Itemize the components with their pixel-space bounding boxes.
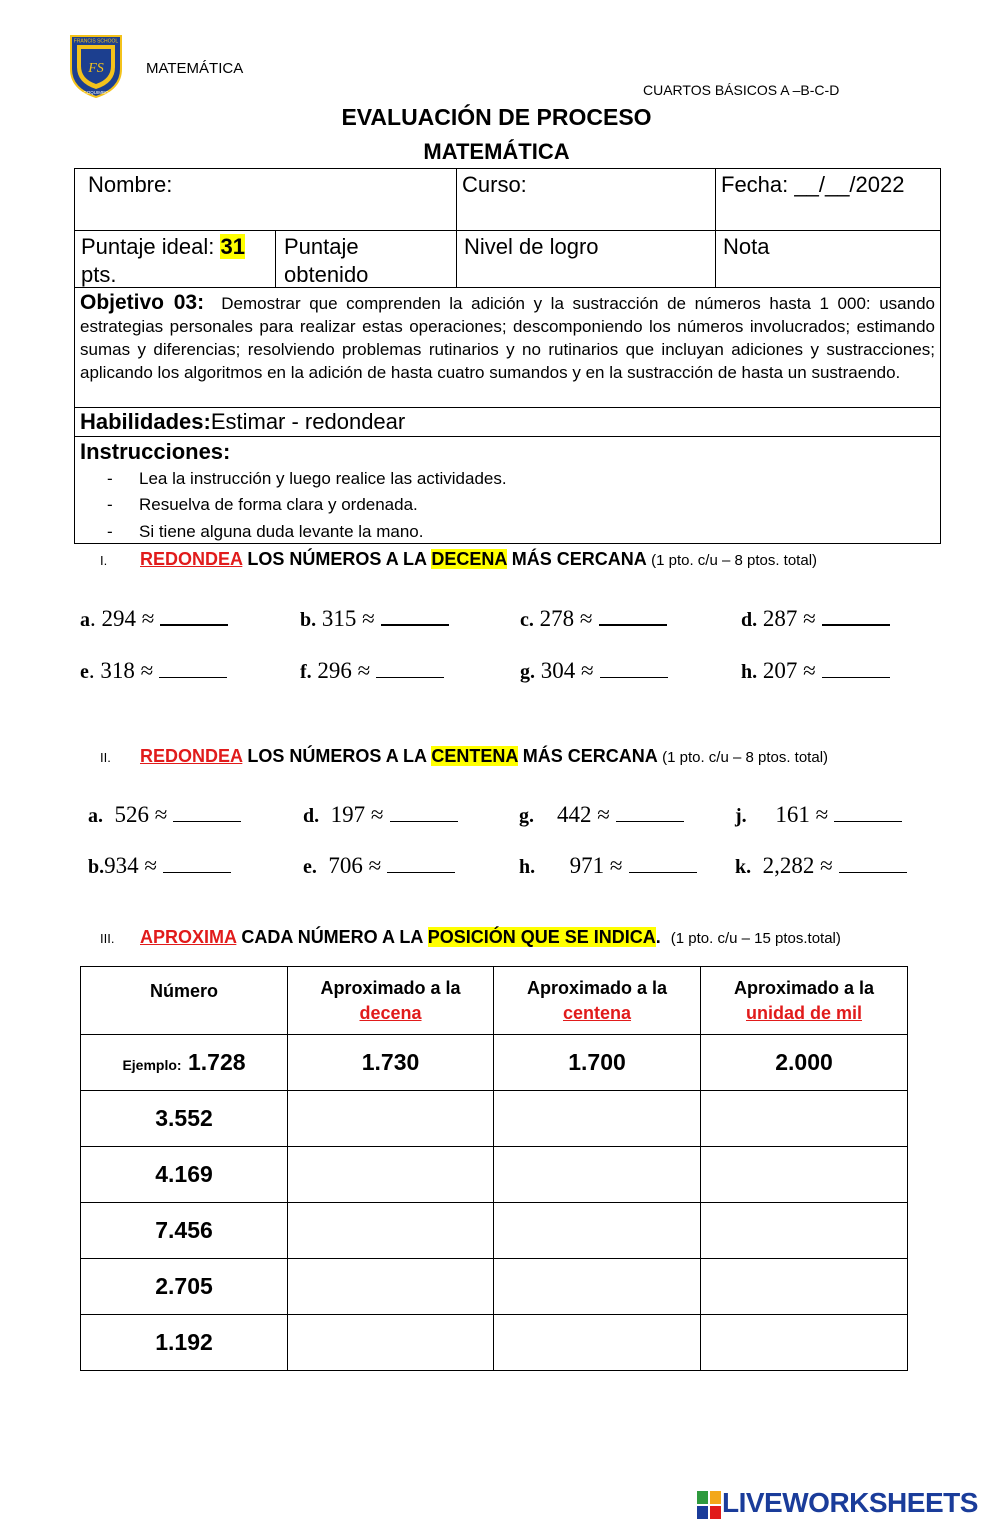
divider: [715, 169, 716, 288]
table-row: [81, 1315, 908, 1371]
round-item: f. 296 ≈: [300, 657, 444, 684]
approximation-table: [80, 966, 908, 1371]
example-hundreds: 1.700: [494, 1035, 701, 1091]
course-label: Curso:: [462, 172, 527, 197]
header-hundreds: Aproximado a la centena: [494, 967, 701, 1035]
answer-blank[interactable]: [822, 604, 890, 626]
answer-cell-hundreds[interactable]: [494, 1203, 701, 1259]
round-item: h. 207 ≈: [741, 657, 890, 684]
answer-cell-hundreds[interactable]: [494, 1091, 701, 1147]
round-item: g. 442 ≈: [519, 801, 684, 828]
grade-field[interactable]: [723, 233, 769, 261]
answer-blank[interactable]: [163, 852, 231, 873]
page-subtitle: MATEMÁTICA: [423, 139, 570, 164]
row-number: 4.169: [81, 1147, 288, 1203]
answer-cell-tens[interactable]: [288, 1203, 494, 1259]
page-title: EVALUACIÓN DE PROCESO: [341, 104, 652, 130]
header-tens: Aproximado a la decena: [288, 967, 494, 1035]
grade-label: Nota: [723, 234, 770, 259]
table-row: [81, 1203, 908, 1259]
instructions-title: Instrucciones:: [80, 439, 231, 464]
answer-blank[interactable]: [834, 801, 902, 822]
divider: [275, 230, 276, 288]
liveworksheets-watermark: LIVEWORKSHEETS: [722, 1487, 978, 1518]
table-row: [81, 1147, 908, 1203]
answer-cell-tens[interactable]: [288, 1259, 494, 1315]
student-info-table: [74, 168, 941, 544]
skills-text: Estimar - redondear: [210, 409, 406, 434]
answer-cell-tens[interactable]: [288, 1147, 494, 1203]
answer-cell-thousands[interactable]: [701, 1203, 908, 1259]
section-1-heading: I. REDONDEA LOS NÚMEROS A LA DECENA MÁS CERCANA (1 pto. c/u – 8 ptos. total): [100, 549, 818, 569]
answer-blank[interactable]: [390, 801, 458, 822]
answer-cell-thousands[interactable]: [701, 1259, 908, 1315]
ideal-score: [81, 233, 271, 289]
divider: [456, 169, 457, 288]
answer-cell-thousands[interactable]: [701, 1315, 908, 1371]
answer-blank[interactable]: [381, 604, 449, 626]
row-number: 3.552: [81, 1091, 288, 1147]
achievement-level-label: Nivel de logro: [464, 234, 599, 259]
round-item: k. 2,282 ≈: [735, 852, 907, 879]
instruction-item: - Lea la instrucción y luego realice las actividades.: [107, 469, 507, 488]
round-item: c. 278 ≈: [520, 604, 667, 632]
round-item: j. 161 ≈: [735, 801, 902, 828]
answer-cell-thousands[interactable]: [701, 1147, 908, 1203]
ideal-score-label: Puntaje ideal:: [81, 234, 215, 259]
round-item: b. 315 ≈: [300, 604, 449, 632]
date-field[interactable]: [721, 171, 904, 199]
logo-monogram: FS: [88, 61, 104, 76]
name-label: Nombre:: [88, 172, 173, 197]
obtained-label-1: Puntaje: [284, 234, 359, 259]
answer-cell-tens[interactable]: [288, 1315, 494, 1371]
logo-text-top: FRANCIS SCHOOL: [73, 38, 119, 45]
school-logo: [68, 33, 124, 99]
round-item: g. 304 ≈: [520, 657, 668, 684]
row-number: 2.705: [81, 1259, 288, 1315]
divider: [75, 436, 940, 437]
round-item: d. 287 ≈: [741, 604, 890, 632]
answer-blank[interactable]: [599, 604, 667, 626]
subject-label: MATEMÁTICA: [146, 60, 244, 77]
answer-cell-hundreds[interactable]: [494, 1259, 701, 1315]
ideal-score-unit: pts.: [81, 262, 117, 287]
row-number: 7.456: [81, 1203, 288, 1259]
round-item: a. 294 ≈: [80, 604, 228, 632]
ideal-score-value: 31: [220, 234, 245, 259]
section-3-heading: III. APROXIMA CADA NÚMERO A LA POSICIÓN QUE SE INDICA. (1 pto. c/u – 15 ptos.total): [100, 927, 841, 947]
logo-text-bottom: COQUIMBO: [83, 90, 109, 95]
objective-label: Objetivo 03:: [80, 291, 205, 314]
header-number: Número: [81, 967, 288, 1035]
answer-blank[interactable]: [376, 657, 444, 678]
answer-blank[interactable]: [173, 801, 241, 822]
round-item: e. 706 ≈: [303, 852, 455, 879]
obtained-label-2: obtenido: [284, 262, 369, 287]
answer-blank[interactable]: [160, 604, 228, 626]
grades-label: CUARTOS BÁSICOS A –B-C-D: [643, 82, 840, 98]
example-thousands: 2.000: [701, 1035, 908, 1091]
achievement-level-field[interactable]: [464, 233, 599, 261]
round-item: d. 197 ≈: [303, 801, 458, 828]
liveworksheets-logo-icon: [697, 1491, 721, 1519]
table-header-row: [81, 967, 908, 1035]
answer-blank[interactable]: [839, 852, 907, 873]
course-field[interactable]: [462, 171, 527, 199]
objective-text: Demostrar que comprenden la adición y la sustracción de números hasta 1 000: usando estrategias personales para realizar estas operaciones; descomponiendo los números involucrados; estimando sumas y diferencias; resolviendo problemas rutinarios y no rutinarios que incluyan adiciones y sustracciones; aplicando los algoritmos en la adición de hasta cuatro sumandos y en la sustracción de hasta un sustraendo.: [80, 294, 935, 382]
divider: [75, 407, 940, 408]
answer-blank[interactable]: [616, 801, 684, 822]
table-row: [81, 1091, 908, 1147]
round-item: h. 971 ≈: [519, 852, 697, 879]
answer-blank[interactable]: [629, 852, 697, 873]
answer-cell-tens[interactable]: [288, 1091, 494, 1147]
answer-cell-hundreds[interactable]: [494, 1147, 701, 1203]
objective: [80, 291, 935, 384]
answer-blank[interactable]: [159, 657, 227, 678]
answer-blank[interactable]: [600, 657, 668, 678]
instruction-item: - Resuelva de forma clara y ordenada.: [107, 495, 418, 514]
row-number: 1.192: [81, 1315, 288, 1371]
divider: [75, 230, 940, 231]
answer-cell-thousands[interactable]: [701, 1091, 908, 1147]
example-number: Ejemplo: 1.728: [81, 1035, 288, 1091]
round-item: e. 318 ≈: [80, 657, 227, 684]
round-item: b.934 ≈: [88, 852, 231, 879]
round-item: a. 526 ≈: [88, 801, 241, 828]
answer-blank[interactable]: [387, 852, 455, 873]
skills: [80, 409, 405, 435]
example-row: [81, 1035, 908, 1091]
name-field[interactable]: [88, 171, 172, 199]
header-thousands: Aproximado a la unidad de mil: [701, 967, 908, 1035]
table-row: [81, 1259, 908, 1315]
answer-cell-hundreds[interactable]: [494, 1315, 701, 1371]
answer-blank[interactable]: [822, 657, 890, 678]
section-2-heading: II. REDONDEA LOS NÚMEROS A LA CENTENA MÁS CERCANA (1 pto. c/u – 8 ptos. total): [100, 746, 829, 766]
obtained-score-field[interactable]: [284, 233, 368, 289]
date-label: Fecha: __/__/2022: [721, 172, 905, 197]
skills-label: Habilidades:: [80, 409, 211, 434]
instruction-item: - Si tiene alguna duda levante la mano.: [107, 522, 424, 541]
example-tens: 1.730: [288, 1035, 494, 1091]
